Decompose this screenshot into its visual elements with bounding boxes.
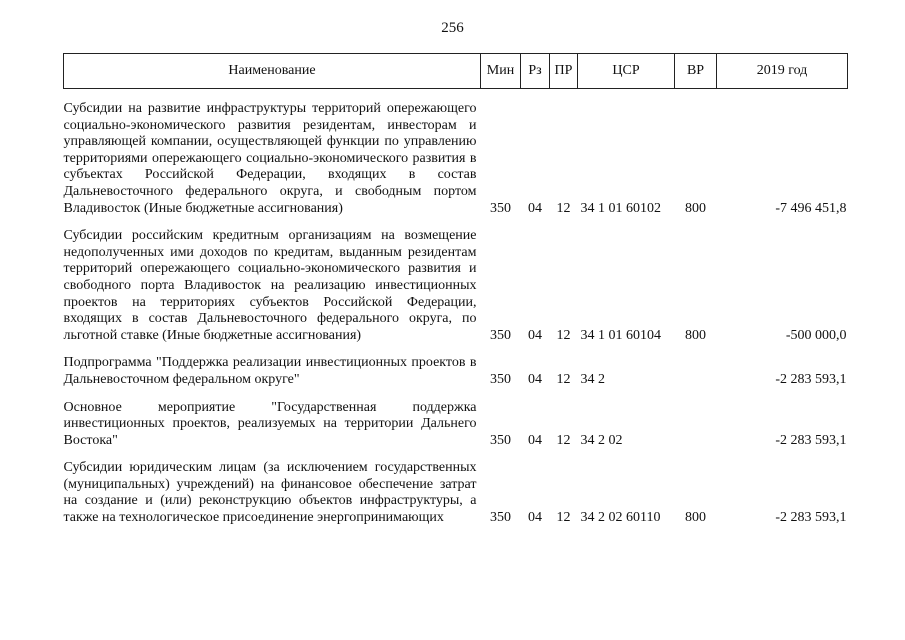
row-vr: 800 [685, 510, 706, 526]
row-rz: 04 [528, 432, 542, 448]
row-vr [675, 389, 717, 450]
table-row [64, 89, 848, 218]
row-min: 350 [490, 510, 511, 526]
header-rz: Рз [521, 54, 550, 89]
row-pr: 12 [556, 432, 571, 448]
row-name: Субсидии юридическим лицам (за исключением государственных (муниципальных) учреждений) на финансовое обеспечение затрат на создание и (или) реконструкцию объектов инфраструктуры, а также на технологическое присоединение энергопринимающих [63, 460, 477, 526]
row-rz: 04 [528, 327, 542, 343]
table-row [64, 389, 848, 450]
row-name: Субсидии российским кредитным организациям на возмещение недополученных ими доходов по кредитам, выданным резидентам территорий опережающего социально-экономического развития и свободного порта Владивосток на реализацию инвестиционных проектов на территориях субъектов Российской Федерации, входящих в состав Дальневосточного федерального округа, по льготной ставке (Иные бюджетные ассигнования) [63, 228, 477, 343]
table-header-row [64, 54, 848, 89]
row-csr: 34 2 02 [580, 432, 623, 448]
row-min: 350 [490, 200, 511, 216]
table-row [64, 344, 848, 388]
row-amount: -2 283 593,1 [775, 371, 847, 387]
row-amount: -2 283 593,1 [775, 432, 847, 448]
row-amount: -7 496 451,8 [775, 200, 847, 216]
row-pr: 12 [556, 510, 571, 526]
row-pr: 12 [556, 327, 571, 343]
header-name: Наименование [64, 54, 481, 89]
budget-table [63, 53, 848, 527]
row-csr: 34 1 01 60102 [580, 200, 661, 216]
table-row [64, 217, 848, 344]
row-rz: 04 [528, 200, 542, 216]
row-vr: 800 [685, 327, 706, 343]
header-min: Мин [481, 54, 521, 89]
header-pr: ПР [550, 54, 578, 89]
row-amount: -500 000,0 [785, 327, 847, 343]
row-name: Основное мероприятие "Государственная поддержка инвестиционных проектов, реализуемых на территории Дальнего Востока" [63, 399, 477, 448]
page-number: 256 [441, 20, 464, 36]
row-vr: 800 [685, 200, 706, 216]
row-csr: 34 2 [580, 371, 605, 387]
row-amount: -2 283 593,1 [775, 510, 847, 526]
header-vr: ВР [675, 54, 717, 89]
table-row [64, 449, 848, 526]
row-vr [675, 344, 717, 388]
header-year: 2019 год [717, 54, 848, 89]
row-min: 350 [490, 432, 511, 448]
row-pr: 12 [556, 200, 571, 216]
row-name: Подпрограмма "Поддержка реализации инвестиционных проектов в Дальневосточном федеральном округе" [63, 355, 477, 387]
row-csr: 34 2 02 60110 [580, 510, 661, 526]
row-pr: 12 [556, 371, 571, 387]
row-csr: 34 1 01 60104 [580, 327, 661, 343]
row-name: Субсидии на развитие инфраструктуры территорий опережающего социально-экономического развития резидентам, инвесторам и управляющей компании, осуществляющей функции по управлению территориями опережающего социально-экономического развития в субъектах Российской Федерации, входящих в состав Дальневосточного федерального округа, и свободным портом Владивосток (Иные бюджетные ассигнования) [63, 101, 477, 216]
row-rz: 04 [528, 510, 542, 526]
header-csr: ЦСР [578, 54, 675, 89]
row-min: 350 [490, 327, 511, 343]
row-min: 350 [490, 371, 511, 387]
row-rz: 04 [528, 371, 542, 387]
